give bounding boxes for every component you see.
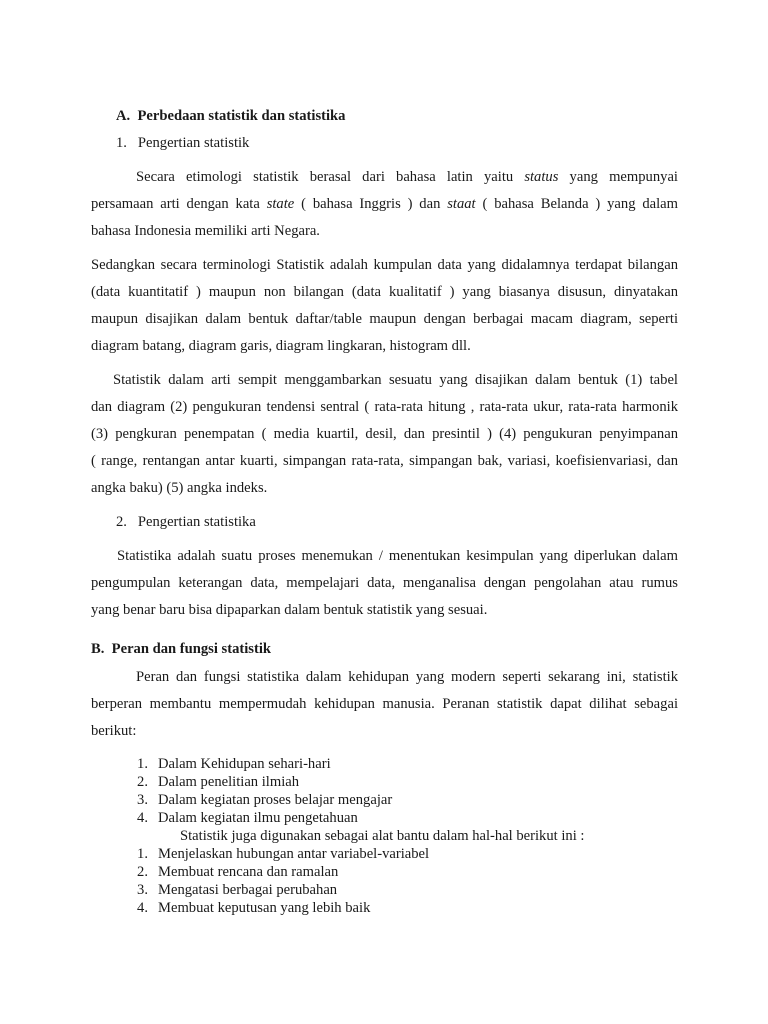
paragraph-line: berperan membantu mempermudah kehidupan manusia. Peranan statistik dapat dilihat sebagai <box>91 696 678 712</box>
section-a-title: A. Perbedaan statistik dan statistika <box>116 108 346 124</box>
paragraph-line: (data kuantitatif ) maupun non bilangan (data kualitatif ) yang biasanya disusun, dinyatakan <box>91 284 678 300</box>
paragraph-line: pengumpulan keterangan data, mempelajari data, menganalisa dengan pengolahan atau rumus <box>91 575 678 591</box>
paragraph-line: angka baku) (5) angka indeks. <box>91 480 268 496</box>
paragraph-line: maupun disajikan dalam bentuk daftar/table maupun dengan berbagai macam diagram, seperti <box>91 311 678 327</box>
document-page: A. Perbedaan statistik dan statistika 1. Pengertian statistik Secara etimologi statistik berasal dari bahasa latin yaitu status yang mempunyai persamaan arti dengan kata state ( bahasa Inggris ) dan staat ( bahasa Belanda ) yang dalam bahasa Indonesia memiliki arti Negara. Sedangkan secara terminologi Statistik adalah kumpulan data yang didalamnya terdapat bilangan (data kuantitatif ) maupun non bilangan (data kualitatif ) yang biasanya disusun, dinyatakan maupun disajikan dalam bentuk daftar/table maupun dengan berbagai macam diagram, seperti diagram batang, diagram garis, diagram lingkaran, histogram dll. Statistik dalam arti sempit menggambarkan sesuatu yang disajikan dalam bentuk (1) tabel dan diagram (2) pengukuran tendensi sentral ( rata-rata hitung , rata-rata ukur, rata-rata harmonik (3) pengkuran penempatan ( media kuartil, desil, dan presintil ) (4) pengukuran penyimpanan ( range, rentangan antar kuarti, simpangan rata-rata, simpangan bak, variasi, koefisienvariasi, dan angka baku) (5) angka indeks. 2. Pengertian statistika Statistika adalah suatu proses menemukan / menentukan kesimpulan yang diperlukan dalam pengumpulan keterangan data, mempelajari data, menganalisa dengan pengolahan atau rumus yang benar baru bisa dipaparkan dalam bentuk statistik yang sesuai. B. Peran dan fungsi statistik Peran dan fungsi statistika dalam kehidupan yang modern seperti sekarang ini, statistik berperan membantu mempermudah kehidupan manusia. Peranan statistik dapat dilihat sebagai berikut: 1. Dalam Kehidupan sehari-hari 2. Dalam penelitian ilmiah 3. Dalam kegiatan proses belajar mengajar 4. Dalam kegiatan ilmu pengetahuan Statistik juga digunakan sebagai alat bantu dalam hal-hal berikut ini : 1. Menjelaskan hubungan antar variabel-variabel 2. Membuat rencana dan ramalan 3. Mengatasi berbagai perubahan 4. Membuat keputusan yang lebih baik <box>91 108 678 916</box>
list-intro: Statistik juga digunakan sebagai alat bantu dalam hal-hal berikut ini : <box>180 828 585 844</box>
subheading-pengertian-statistik: 1. Pengertian statistik <box>116 135 250 151</box>
paragraph-line: Sedangkan secara terminologi Statistik adalah kumpulan data yang didalamnya terdapat bilangan <box>91 257 678 273</box>
paragraph-line: Statistik dalam arti sempit menggambarkan sesuatu yang disajikan dalam bentuk (1) tabel <box>113 372 678 388</box>
paragraph-line: (3) pengkuran penempatan ( media kuartil, desil, dan presintil ) (4) pengukuran penyimpanan <box>91 426 678 442</box>
paragraph-line: persamaan arti dengan kata state ( bahasa Inggris ) dan staat ( bahasa Belanda ) yang dalam <box>91 196 678 212</box>
subheading-pengertian-statistika: 2. Pengertian statistika <box>116 514 256 530</box>
paragraph-line: berikut: <box>91 723 137 739</box>
section-b-title: B. Peran dan fungsi statistik <box>91 641 272 657</box>
paragraph-line: Peran dan fungsi statistika dalam kehidupan yang modern seperti sekarang ini, statistik <box>136 669 678 685</box>
paragraph-line: yang benar baru bisa dipaparkan dalam bentuk statistik yang sesuai. <box>91 602 488 618</box>
paragraph-line: bahasa Indonesia memiliki arti Negara. <box>91 223 320 239</box>
paragraph-line: Statistika adalah suatu proses menemukan / menentukan kesimpulan yang diperlukan dalam <box>117 548 678 564</box>
paragraph-line: ( range, rentangan antar kuarti, simpangan rata-rata, simpangan bak, variasi, koefisienvariasi, dan <box>91 453 678 469</box>
paragraph-line: diagram batang, diagram garis, diagram lingkaran, histogram dll. <box>91 338 471 354</box>
paragraph-line: dan diagram (2) pengukuran tendensi sentral ( rata-rata hitung , rata-rata ukur, rata-rata harmonik <box>91 399 678 415</box>
paragraph-line: Secara etimologi statistik berasal dari bahasa latin yaitu status yang mempunyai <box>136 169 678 185</box>
